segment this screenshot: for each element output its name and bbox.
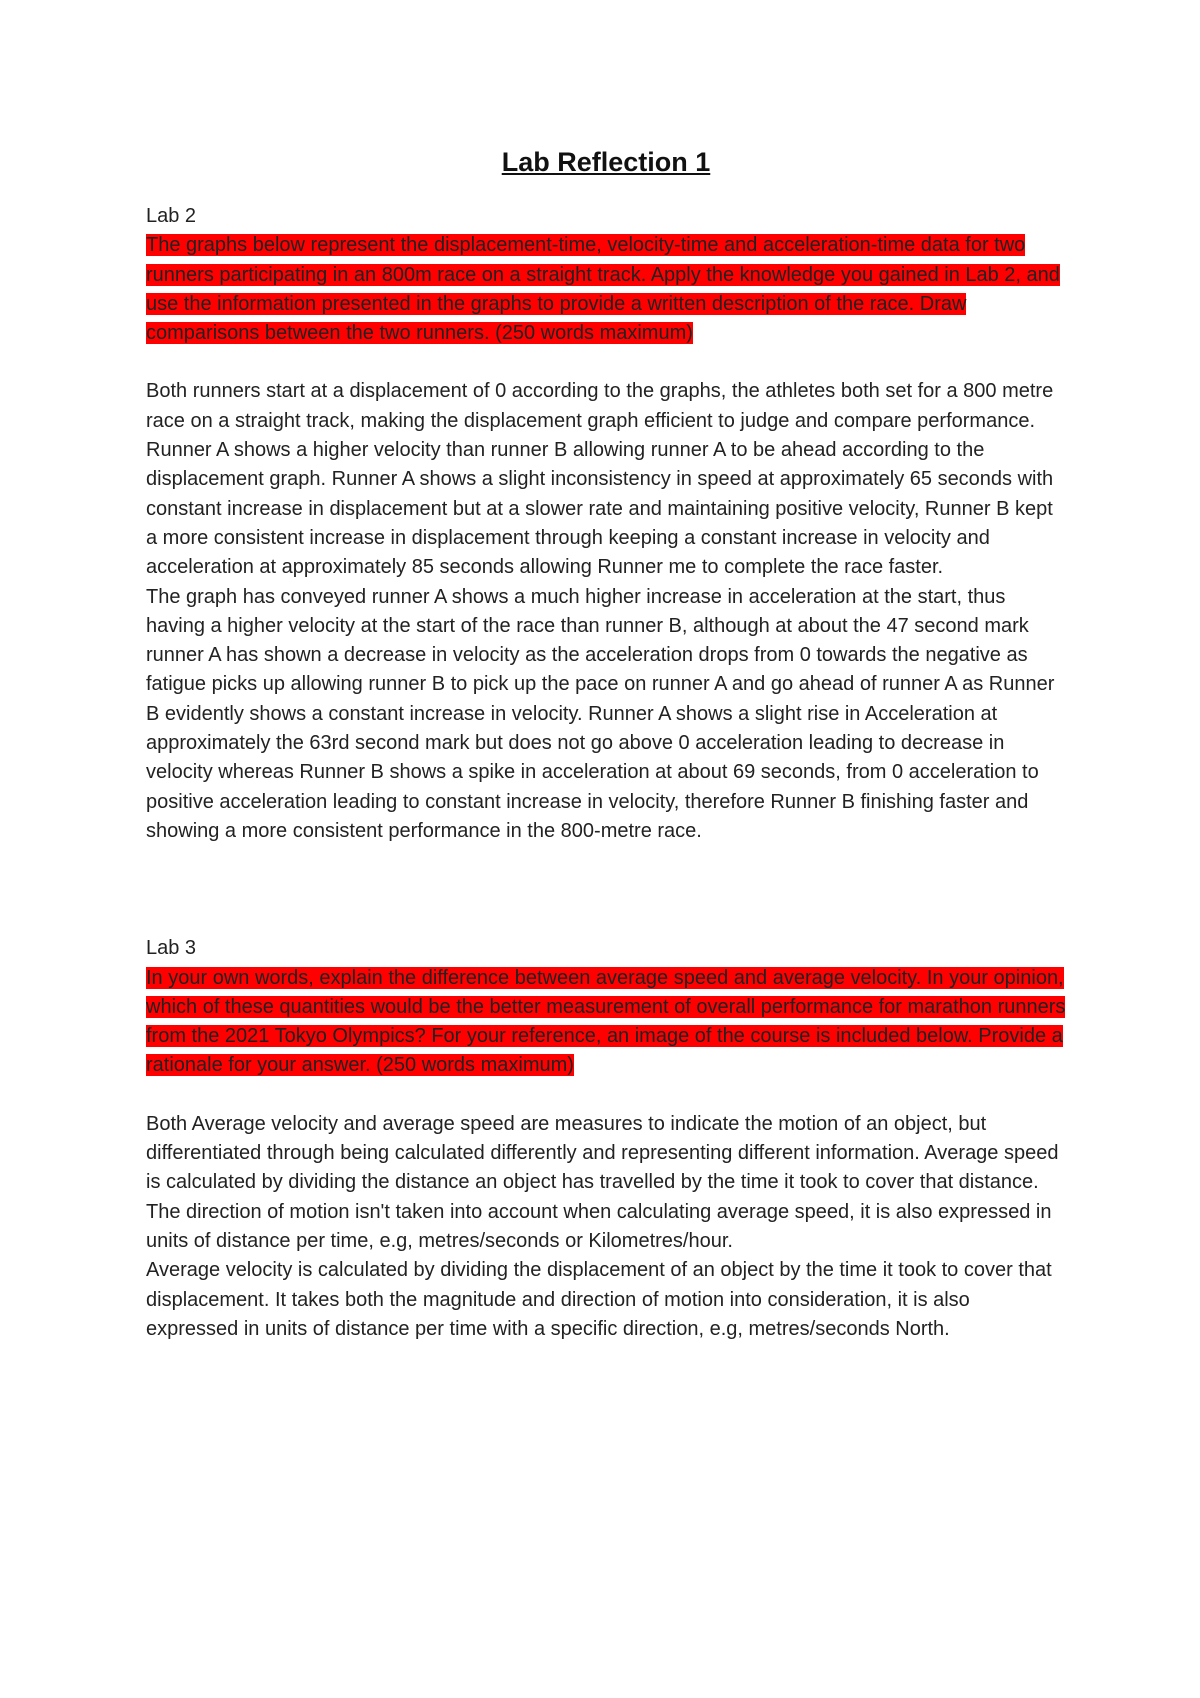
question-text: In your own words, explain the difference between average speed and average velocity. In your opinion, which of these quantities would be the better measurement of overall performance for marathon runners from the 2021 Tokyo Olympics? For your reference, an image of the course is included below. Provide a rationale for your answer. (250 words maximum) — [146, 966, 1066, 1077]
section-label: Lab 3 — [146, 937, 197, 960]
answer-paragraph: Both Average velocity and average speed are measures to indicate the motion of an object, but differentiated through being calculated differently and representing different information. Average speed is calculated by dividing the distance an object has travelled by the time it took to cover that distance. The direction of motion isn't taken into account when calculating average speed, it is also expressed in units of distance per time, e.g, metres/seconds or Kilometres/hour. — [146, 1112, 1059, 1252]
document-title: Lab Reflection 1 — [501, 147, 711, 177]
highlighted-question — [146, 964, 1066, 1081]
answer-paragraph: Average velocity is calculated by dividing the displacement of an object by the time it took to cover that displacement. It takes both the magnitude and direction of motion into consideration, it is also expressed in units of distance per time with a specific direction, e.g, metres/seconds North. — [146, 1259, 1052, 1340]
section-spacer — [146, 846, 1066, 934]
section-lab-2 — [146, 202, 1066, 846]
answer-paragraph: The graph has conveyed runner A shows a much higher increase in acceleration at the start, thus having a higher velocity at the start of the race than runner B, although at about the 47 second mark runner A has shown a decrease in velocity as the acceleration drops from 0 towards the negative as fatigue picks up allowing runner B to pick up the pace on runner A and go ahead of runner A as Runner B evidently shows a constant increase in velocity. Runner A shows a slight rise in Acceleration at approximately the 63rd second mark but does not go above 0 acceleration leading to decrease in velocity whereas Runner B shows a spike in acceleration at about 69 seconds, from 0 acceleration to positive acceleration leading to constant increase in velocity, therefore Runner B finishing faster and showing a more consistent performance in the 800-metre race. — [146, 585, 1055, 842]
section-label: Lab 2 — [146, 205, 197, 227]
question-text: The graphs below represent the displacement-time, velocity-time and acceleration-time data for two runners participating in an 800m race on a straight track. Apply the knowledge you gained in Lab 2, and use the information presented in the graphs to provide a written description of the race. Draw comparisons between the two runners. (250 words maximum) — [146, 234, 1060, 345]
section-lab-3 — [146, 934, 1066, 1344]
answer-paragraph: Both runners start at a displacement of 0 according to the graphs, the athletes both set for a 800 metre race on a straight track, making the displacement graph efficient to judge and compare performance. Runner A shows a higher velocity than runner B allowing runner A to be ahead according to the displacement graph. Runner A shows a slight inconsistency in speed at approximately 65 seconds with constant increase in displacement but at a slower rate and maintaining positive velocity, Runner B kept a more consistent increase in displacement through keeping a constant increase in velocity and acceleration at approximately 85 seconds allowing Runner me to complete the race faster. — [146, 380, 1054, 579]
document-page — [146, 142, 1066, 1344]
highlighted-question — [146, 231, 1066, 348]
